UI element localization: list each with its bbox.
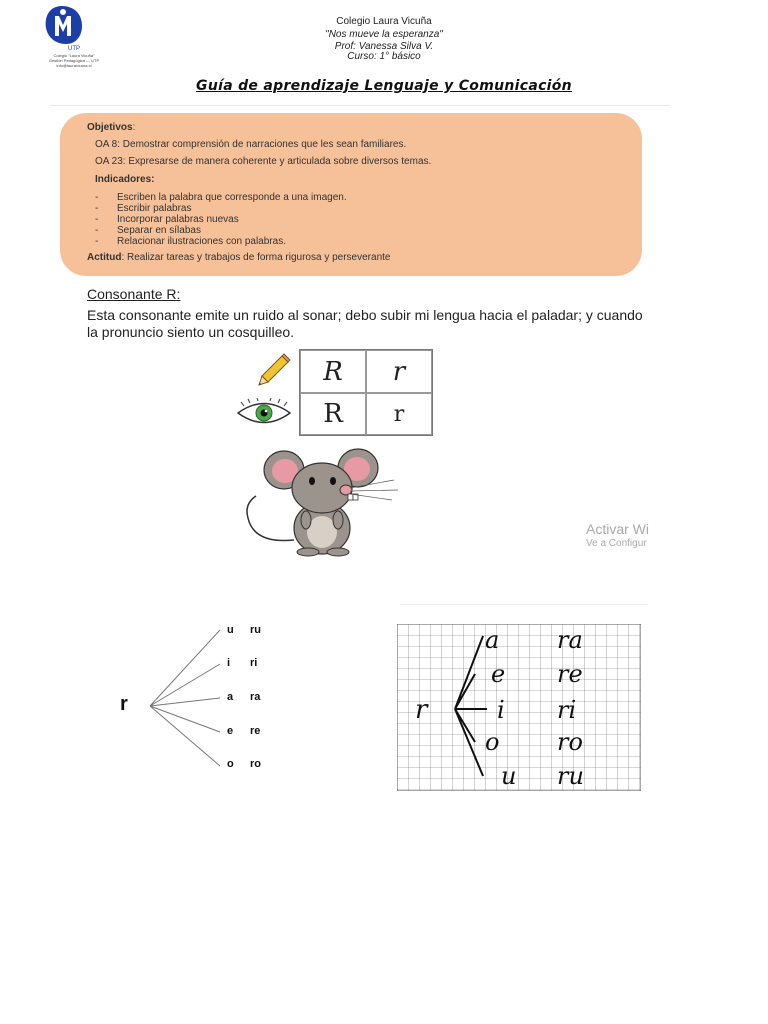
attitude-text: Realizar tareas y trabajos de forma rigurosa y perseverante bbox=[127, 252, 391, 263]
grid-vowel: u bbox=[501, 762, 517, 790]
tree-vowel: u bbox=[227, 624, 234, 636]
school-name: Colegio Laura Vicuña bbox=[336, 16, 432, 27]
divider bbox=[50, 105, 670, 106]
objectives-label: Objetivos bbox=[87, 122, 133, 133]
tree-vowel: a bbox=[227, 691, 234, 703]
eye-icon bbox=[236, 398, 292, 428]
grid-vowel: i bbox=[497, 696, 505, 724]
grid-syllable: re bbox=[557, 660, 583, 688]
grid-syllable: ro bbox=[557, 728, 583, 756]
cursive-lower-r: r bbox=[366, 350, 432, 393]
consonant-heading: Consonante R: bbox=[87, 286, 181, 302]
attitude-label: Actitud bbox=[87, 252, 122, 263]
tree-root-letter: r bbox=[120, 693, 128, 715]
grid-vowel: e bbox=[491, 660, 506, 688]
cursive-upper-r: R bbox=[300, 350, 366, 393]
tree-syllable: ri bbox=[250, 657, 258, 669]
list-item: - Escriben la palabra que corresponde a una imagen. bbox=[95, 192, 347, 203]
indicators-label: Indicadores bbox=[95, 174, 152, 185]
objectives-heading: Objetivos: bbox=[87, 122, 136, 133]
watermark-line2: Ve a Configur bbox=[586, 538, 647, 549]
grid-vowel: a bbox=[485, 626, 500, 654]
cursive-grid bbox=[397, 624, 641, 791]
page-title: Guía de aprendizaje Lenguaje y Comunicación bbox=[196, 78, 572, 94]
tree-syllable: re bbox=[250, 725, 261, 737]
teacher-name: Prof: Vanessa Silva V. bbox=[334, 41, 434, 52]
objective-oa23: OA 23: Expresarse de manera coherente y articulada sobre diversos temas. bbox=[95, 156, 432, 167]
tree-syllable: ro bbox=[250, 758, 261, 770]
course-name: Curso: 1° básico bbox=[347, 51, 421, 62]
list-item: - Escribir palabras bbox=[95, 203, 347, 214]
list-item: - Incorporar palabras nuevas bbox=[95, 214, 347, 225]
watermark-line1: Activar Wi bbox=[586, 521, 649, 537]
print-upper-r: R bbox=[300, 393, 366, 435]
logo-college: Colegio "Laura Vicuña" bbox=[53, 53, 95, 58]
indicators-heading: Indicadores: bbox=[95, 174, 155, 185]
tree-vowel: o bbox=[227, 758, 234, 770]
logo-line2: info@lauravicuna.cl bbox=[56, 63, 92, 68]
grid-syllable: ri bbox=[557, 696, 577, 724]
objective-oa8: OA 8: Demostrar comprensión de narraciones que les sean familiares. bbox=[95, 139, 407, 150]
divider bbox=[400, 604, 648, 605]
print-lower-r: r bbox=[366, 393, 432, 435]
grid-syllable: ra bbox=[557, 626, 583, 654]
letters-table bbox=[299, 349, 433, 436]
grid-root-letter: r bbox=[415, 695, 428, 725]
list-item: - Relacionar ilustraciones con palabras. bbox=[95, 236, 347, 247]
list-item: - Separar en sílabas bbox=[95, 225, 347, 236]
consonant-description: Esta consonante emite un ruido al sonar; debo subir mi lengua hacia el paladar; y cuando la pronuncio siento un cosquilleo. bbox=[87, 307, 643, 340]
mouse-illustration bbox=[234, 448, 410, 558]
tree-vowel: i bbox=[227, 657, 231, 669]
school-motto: "Nos mueve la esperanza" bbox=[325, 29, 443, 40]
logo-line1: Gestión Pedagógica — UTP bbox=[48, 58, 100, 63]
pencil-icon bbox=[256, 352, 292, 388]
tree-syllable: ru bbox=[250, 624, 261, 636]
tree-vowel: e bbox=[227, 725, 234, 737]
objectives-box bbox=[60, 113, 642, 276]
attitude-line: Actitud: Realizar tareas y trabajos de forma rigurosa y perseverante bbox=[87, 252, 391, 263]
grid-vowel: o bbox=[485, 728, 500, 756]
grid-syllable: ru bbox=[557, 762, 584, 790]
tree-syllable: ra bbox=[250, 691, 261, 703]
logo-utp: UTP bbox=[68, 46, 80, 52]
indicators-list bbox=[95, 192, 347, 247]
